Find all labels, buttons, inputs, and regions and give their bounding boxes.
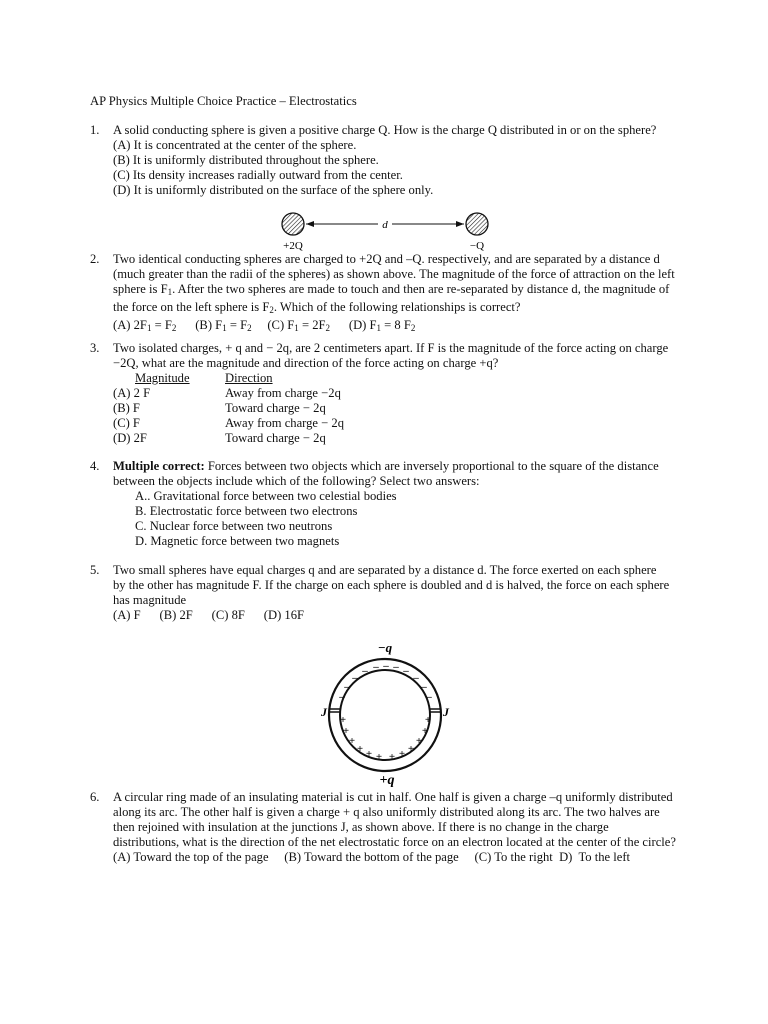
option-b: (B) It is uniformly distributed throughout the sphere. [113, 153, 379, 167]
question-text-line: sphere is $F_1$. After the two spheres are made to touch and then are re-separated by distance d, the magnitude of [113, 282, 670, 297]
question-text-line: Multiple correct: Forces between two objects which are inversely proportional to the square of the distance [113, 459, 659, 473]
option-a: (A) $2F_1 = F_2$ [113, 318, 177, 333]
charged-ring-figure [318, 640, 453, 790]
option-c: C. Nuclear force between two neutrons [135, 519, 333, 533]
two-spheres-figure [270, 205, 500, 255]
question-number: 6. [90, 790, 100, 804]
option-d: (D) $F_1 = 8$ $F_2$ [348, 318, 416, 333]
question-number: 1. [90, 123, 100, 137]
option-c: (C) $F_1 = 2F_2$ [267, 318, 330, 333]
svg-text:–: – [383, 660, 389, 672]
svg-text:+: + [421, 725, 429, 737]
question-stem: A solid conducting sphere is given a positive charge Q. How is the charge Q distributed in or on the sphere? [113, 123, 657, 137]
question-number: 2. [90, 252, 100, 266]
question-text-line: −2Q, what are the magnitude and direction of the force acting on charge +q? [113, 356, 499, 370]
svg-text:+: + [375, 751, 383, 763]
question-number: 5. [90, 563, 100, 577]
column-header-direction: Direction [225, 371, 273, 385]
option-b: B. Electrostatic force between two electrons [135, 504, 358, 518]
svg-text:+: + [348, 735, 356, 747]
svg-text:–: – [426, 691, 432, 703]
option-d: (D) It is uniformly distributed on the surface of the sphere only. [113, 183, 434, 197]
svg-text:+: + [339, 714, 347, 726]
option-c: (C) Its density increases radially outward from the center. [113, 168, 403, 182]
option-b: (B) $F_1 = F_2$ [195, 318, 252, 333]
option-d: D. Magnetic force between two magnets [135, 534, 340, 548]
table-row: (C) F Away from charge − 2q [113, 416, 345, 430]
table-row: (D) 2F Toward charge − 2q [113, 431, 326, 445]
question-3 [90, 341, 690, 446]
table-row: (B) F Toward charge − 2q [113, 401, 326, 415]
svg-text:–: – [339, 691, 345, 703]
question-text-line: has magnitude [113, 593, 187, 607]
left-charge-label: +2Q [283, 240, 303, 252]
svg-text:+: + [415, 735, 423, 747]
question-number: 3. [90, 341, 100, 355]
svg-text:+: + [356, 743, 364, 755]
answer-table [113, 371, 690, 446]
question-number: 4. [90, 459, 100, 473]
question-text-line: Two small spheres have equal charges q and are separated by a distance d. The force exerted on each sphere [113, 563, 657, 577]
right-charge-label: −Q [469, 240, 485, 252]
svg-text:–: – [421, 681, 427, 693]
question-text-line: Two isolated charges, + q and − 2q, are 2 centimeters apart. If F is the magnitude of the force acting on charge [113, 341, 669, 355]
svg-text:+: + [365, 748, 373, 760]
svg-text:–: – [413, 672, 419, 684]
svg-text:+: + [342, 725, 350, 737]
junction-label-right: J [443, 705, 449, 719]
top-charge-label: −q [377, 640, 393, 655]
svg-text:+: + [388, 751, 396, 763]
svg-text:–: – [403, 665, 409, 677]
question-1 [90, 123, 690, 198]
bottom-charge-label: +q [379, 773, 395, 788]
answer-options: (A) F (B) 2F (C) 8F (D) 16F [113, 608, 305, 622]
svg-text:+: + [398, 748, 406, 760]
question-4 [90, 459, 690, 549]
answer-options: (A) Toward the top of the page (B) Toward the bottom of the page (C) To the right D) To the left [113, 850, 631, 864]
question-text-line: by the other has magnitude F. If the charge on each sphere is doubled and d is halved, the force on each sphere [113, 578, 670, 592]
question-6 [90, 790, 690, 865]
distance-label: d [382, 219, 388, 231]
svg-text:+: + [424, 714, 432, 726]
left-sphere [282, 213, 304, 235]
svg-text:–: – [352, 672, 358, 684]
question-text-line: A circular ring made of an insulating material is cut in half. One half is given a charge –q uniformly distributed [113, 790, 673, 804]
svg-text:–: – [373, 661, 379, 673]
question-text-line: along its arc. The other half is given a charge + q also uniformly distributed along its arc. The two halves are [113, 805, 660, 819]
svg-text:–: – [344, 681, 350, 693]
question-text-line: Two identical conducting spheres are charged to +2Q and –Q. respectively, and are separated by a distance d [113, 252, 660, 266]
question-text-line: then rejoined with insulation at the junctions J, as shown above. If there is no change in the charge [113, 820, 609, 834]
svg-text:–: – [362, 665, 368, 677]
question-5 [90, 563, 690, 623]
question-text-line: between the objects include which of the following? Select two answers: [113, 474, 480, 488]
svg-text:+: + [407, 743, 415, 755]
column-header-magnitude: Magnitude [135, 371, 190, 385]
question-text-line: (much greater than the radii of the spheres) as shown above. The magnitude of the force of attraction on the left [113, 267, 675, 281]
svg-text:–: – [393, 661, 399, 673]
positive-charges [340, 714, 431, 763]
table-row: (A) 2 F Away from charge −2q [113, 386, 341, 400]
question-2 [90, 252, 690, 336]
page-title: AP Physics Multiple Choice Practice – Electrostatics [90, 94, 357, 108]
option-a: A.. Gravitational force between two celestial bodies [135, 489, 397, 503]
question-text-line: the force on the left sphere is $F_2$. Which of the following relationships is correct? [113, 300, 521, 315]
negative-charges [338, 660, 432, 703]
question-text-line: distributions, what is the direction of the net electrostatic force on an electron located at the center of the circle? [113, 835, 676, 849]
option-a: (A) It is concentrated at the center of the sphere. [113, 138, 357, 152]
answer-options [113, 318, 690, 336]
right-sphere [466, 213, 488, 235]
junction-label-left: J [321, 705, 327, 719]
